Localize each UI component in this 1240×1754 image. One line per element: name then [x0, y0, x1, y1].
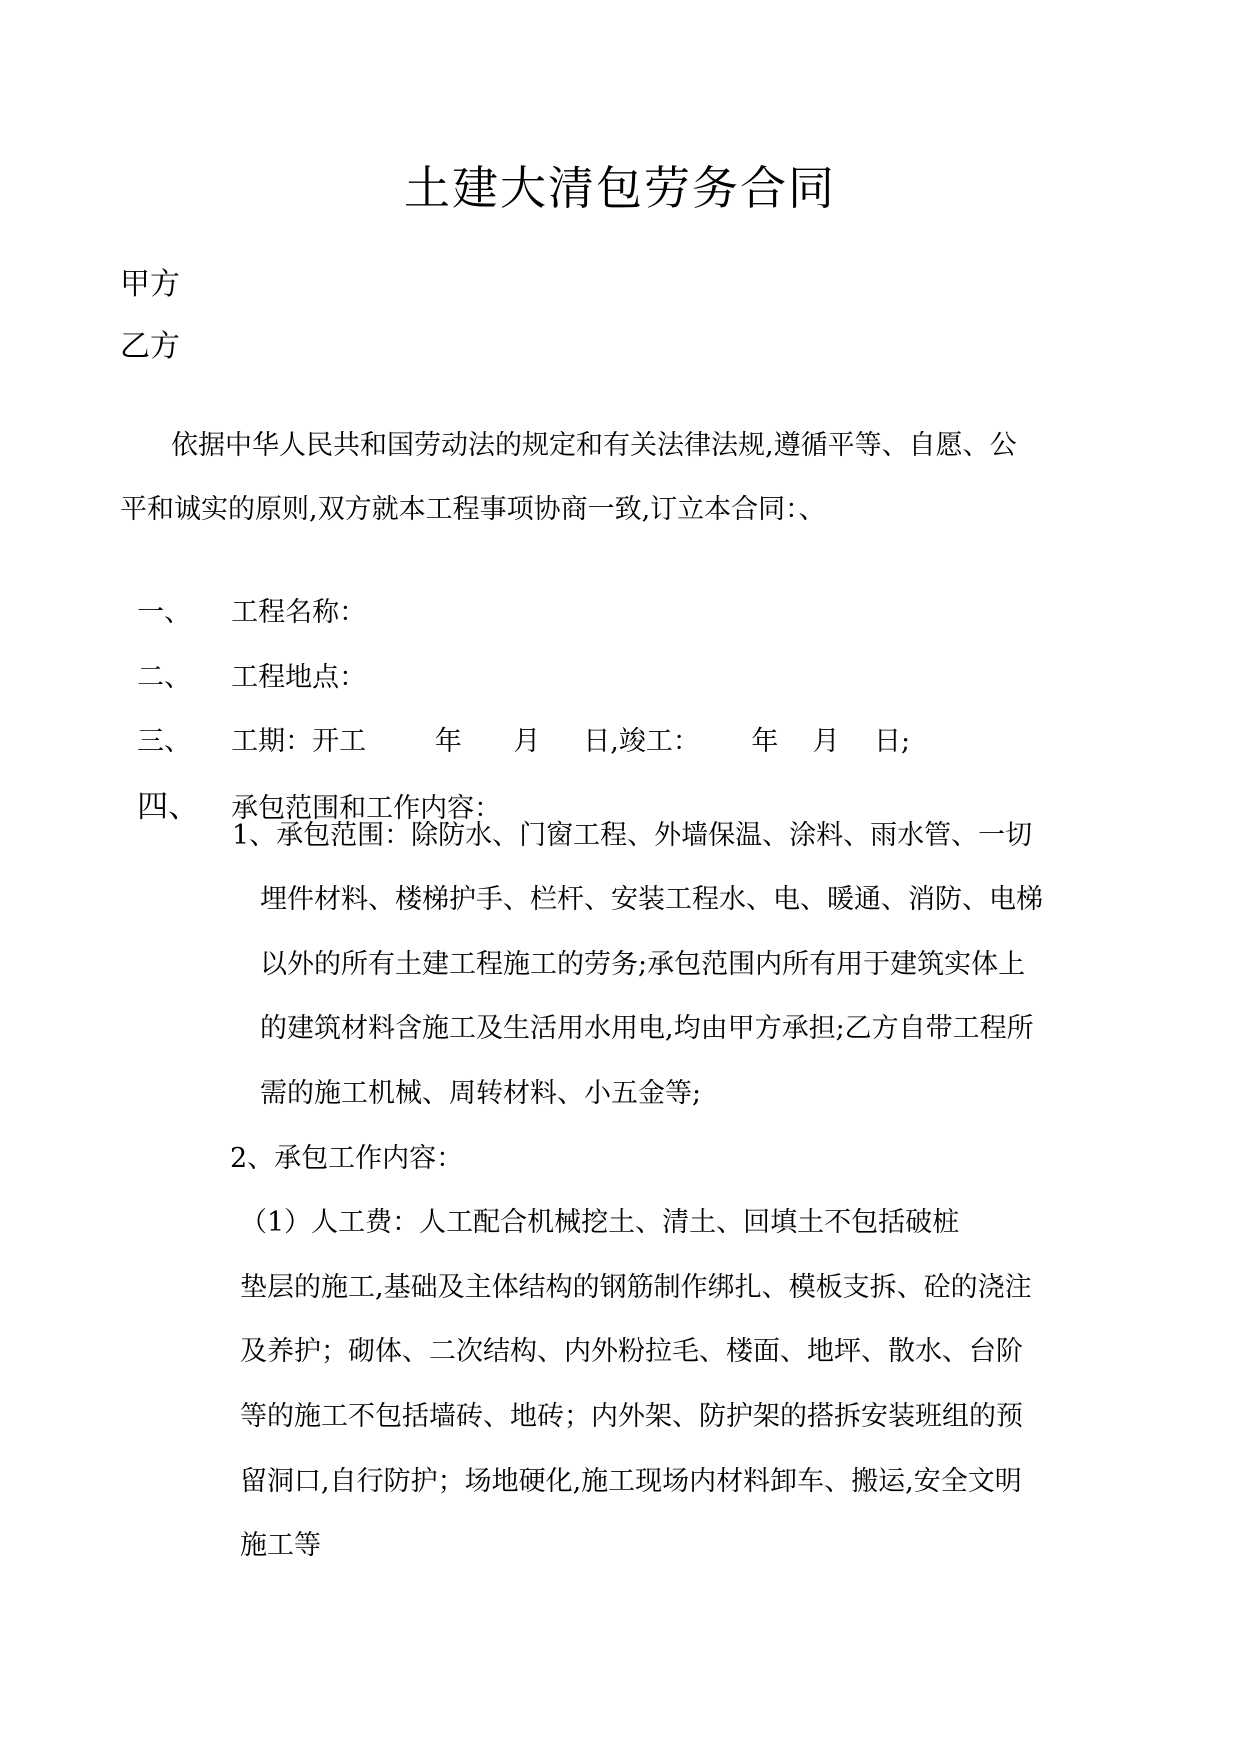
section-text: 工程地点： [231, 662, 367, 693]
party-b-label: 乙方 [120, 329, 180, 364]
section-3 [120, 688, 910, 760]
work-line-1: （1）人工费：人工配合机械挖土、清土、回填土不包括破桩 [240, 1207, 960, 1238]
section-1 [120, 559, 366, 631]
section-text: 工期：开工 年 月 日,竣工： 年 月 日; [231, 726, 911, 757]
work-line-4: 等的施工不包括墙砖、地砖；内外架、防护架的搭拆安装班组的预 [240, 1401, 1023, 1432]
section-4 [120, 753, 501, 827]
scope-line-3: 以外的所有土建工程施工的劳务;承包范围内所有用于建筑实体上 [260, 949, 1026, 980]
section-number: 二、 [137, 662, 192, 693]
section-number: 四、 [137, 789, 200, 825]
page-title: 土建大清包劳务合同 [404, 161, 836, 215]
intro-line-2: 平和诚实的原则,双方就本工程事项协商一致,订立本合同：、 [120, 494, 826, 525]
scope-line-4: 的建筑材料含施工及生活用水用电,均由甲方承担;乙方自带工程所 [260, 1013, 1034, 1044]
section-number: 三、 [137, 726, 192, 757]
work-line-3: 及养护；砌体、二次结构、内外粉拉毛、楼面、地坪、散水、台阶 [240, 1336, 1023, 1367]
work-line-2: 垫层的施工,基础及主体结构的钢筋制作绑扎、模板支拆、砼的浇注 [240, 1272, 1032, 1303]
work-heading: 2、承包工作内容： [230, 1143, 464, 1174]
scope-line-5: 需的施工机械、周转材料、小五金等; [260, 1078, 702, 1109]
section-text: 工程名称： [231, 597, 367, 628]
section-number: 一、 [137, 597, 192, 628]
work-line-5: 留洞口,自行防护；场地硬化,施工现场内材料卸车、搬运,安全文明 [240, 1466, 1022, 1497]
work-line-6: 施工等 [240, 1530, 321, 1561]
party-a-label: 甲方 [120, 267, 180, 302]
scope-line-1: 1、承包范围：除防水、门窗工程、外墙保温、涂料、雨水管、一切 [232, 820, 1033, 851]
intro-line-1: 依据中华人民共和国劳动法的规定和有关法律法规,遵循平等、自愿、公 [171, 430, 1017, 461]
section-text: 承包范围和工作内容： [231, 793, 502, 824]
scope-line-2: 埋件材料、楼梯护手、栏杆、安装工程水、电、暖通、消防、电梯 [260, 884, 1043, 915]
section-2 [120, 624, 366, 696]
